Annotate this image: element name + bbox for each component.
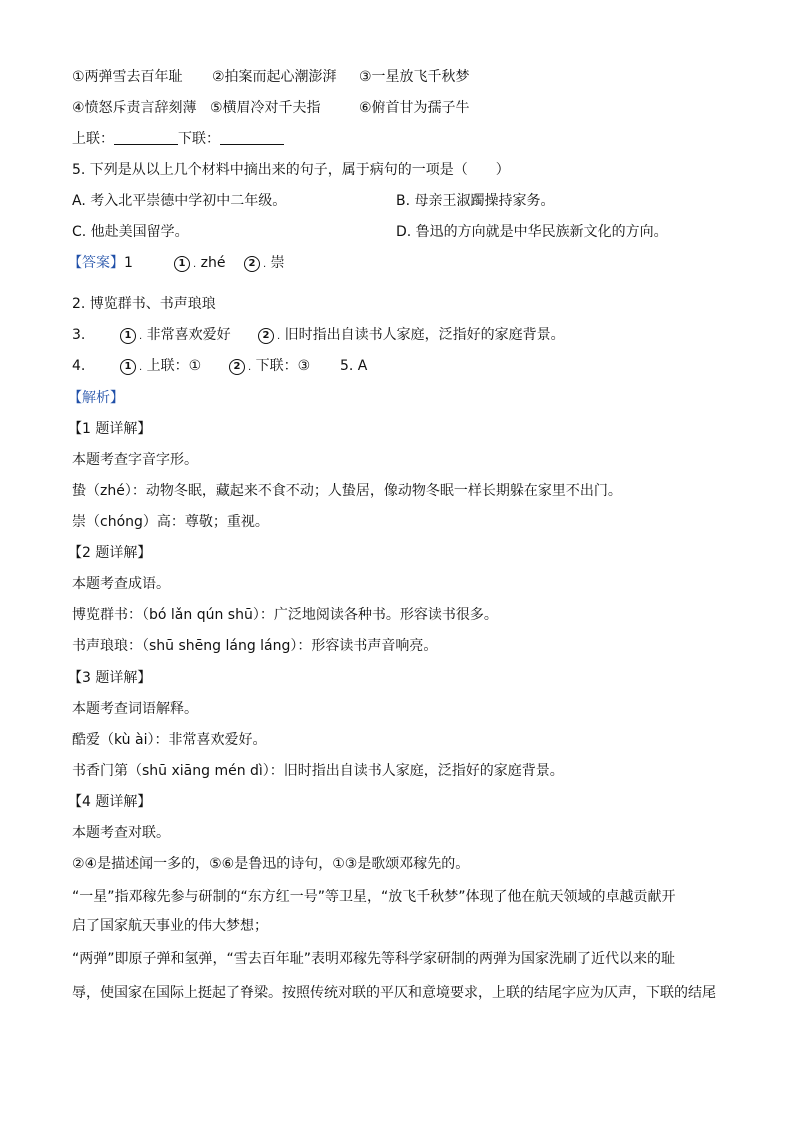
upper-couplet-blank[interactable] (114, 130, 178, 145)
circled-number-icon: 1 (120, 328, 136, 344)
q4-explanation-c-line-2: 辱，使国家在国际上挺起了脊梁。按照传统对联的平仄和意境要求，上联的结尾字应为仄声，下联的结尾 (72, 985, 716, 1001)
q3-explanation-b: 书香门第（shū xiāng mén dì）：旧时指出自读书人家庭，泛指好的家庭背景。 (72, 763, 564, 779)
q2-explanation-b: 书声琅琅：（shū shēng láng láng）：形容读书声音响亮。 (72, 638, 438, 654)
q1-explanation-b: 崇（chóng）高：尊敬；重视。 (72, 514, 269, 530)
answer-4-sub-1: 1 . 上联：① (120, 355, 201, 379)
couplet-option-1: ①两弹雪去百年耻 (72, 69, 183, 85)
answer-1-number: 1 (124, 255, 133, 271)
couplet-option-6: ⑥俯首甘为孺子牛 (359, 100, 470, 116)
couplet-option-5: ⑤横眉冷对千夫指 (210, 100, 321, 116)
upper-couplet-label: 上联： (72, 131, 114, 147)
lower-couplet-label: 下联： (178, 131, 220, 147)
answer-1-sub-1: 1 . zhé (174, 252, 225, 276)
q4-explanation-a: ②④是描述闻一多的，⑤⑥是鲁迅的诗句，①③是歌颂邓稼先的。 (72, 856, 470, 872)
circled-number-icon: 2 (229, 359, 245, 375)
answer-4-number: 4. (72, 358, 86, 374)
q4-intro: 本题考查对联。 (72, 825, 170, 841)
answer-line-2: 2. 博览群书、书声琅琅 (72, 296, 216, 312)
couplet-option-2: ②拍案而起心潮澎湃 (212, 69, 337, 85)
answer-5: 5. A (340, 358, 368, 374)
answer-3-sub-2: 2 . 旧时指出自读书人家庭，泛指好的家庭背景。 (258, 324, 565, 348)
q2-detail-heading: 【2 题详解】 (68, 545, 152, 561)
q1-explanation-a: 蛰（zhé）：动物冬眠，藏起来不食不动；人蛰居，像动物冬眠一样长期躲在家里不出门。 (72, 483, 622, 499)
answer-line-1 (68, 252, 285, 274)
lower-couplet-blank[interactable] (220, 130, 284, 145)
q2-explanation-a: 博览群书：（bó lǎn qún shū）：广泛地阅读各种书。形容读书很多。 (72, 607, 498, 623)
q3-explanation-a: 酷爱（kù ài）：非常喜欢爱好。 (72, 732, 267, 748)
answer-3-sub-1: 1 . 非常喜欢爱好 (120, 324, 231, 348)
q2-intro: 本题考查成语。 (72, 576, 170, 592)
option-b: B. 母亲王淑躅操持家务。 (396, 193, 555, 209)
option-c: C. 他赴美国留学。 (72, 224, 189, 240)
q4-explanation-c-line-1: “两弹”即原子弹和氢弹，“雪去百年耻”表明邓稼先等科学家研制的两弹为国家洗刷了近代以来的耻 (72, 951, 676, 967)
circled-number-icon: 1 (120, 359, 136, 375)
answer-1-sub-2: 2 . 崇 (244, 252, 285, 276)
couplet-answer-blanks (72, 128, 284, 150)
couplet-option-4: ④愤怒斥责言辞刻薄 (72, 100, 197, 116)
question-5-stem: 5. 下列是从以上几个材料中摘出来的句子，属于病句的一项是（ ） (72, 162, 510, 178)
q3-detail-heading: 【3 题详解】 (68, 670, 152, 686)
option-d: D. 鲁迅的方向就是中华民族新文化的方向。 (396, 224, 668, 240)
answer-label: 【答案】 (68, 255, 124, 271)
q1-intro: 本题考查字音字形。 (72, 452, 198, 468)
option-a: A. 考入北平崇德中学初中二年级。 (72, 193, 287, 209)
answer-line-3 (72, 324, 565, 346)
circled-number-icon: 1 (174, 256, 190, 272)
couplet-option-3: ③一星放飞千秋梦 (359, 69, 470, 85)
q3-intro: 本题考查词语解释。 (72, 701, 198, 717)
circled-number-icon: 2 (244, 256, 260, 272)
answer-4-sub-2: 2 . 下联：③ (229, 355, 310, 379)
answer-line-4 (72, 355, 368, 377)
q4-detail-heading: 【4 题详解】 (68, 794, 152, 810)
q4-explanation-b-line-2: 启了国家航天事业的伟大梦想； (72, 918, 268, 934)
q4-explanation-b-line-1: “一星”指邓稼先参与研制的“东方红一号”等卫星，“放飞千秋梦”体现了他在航天领域的卓越贡献开 (72, 889, 676, 905)
answer-3-number: 3. (72, 327, 86, 343)
circled-number-icon: 2 (258, 328, 274, 344)
analysis-label: 【解析】 (68, 390, 124, 406)
q1-detail-heading: 【1 题详解】 (68, 421, 152, 437)
